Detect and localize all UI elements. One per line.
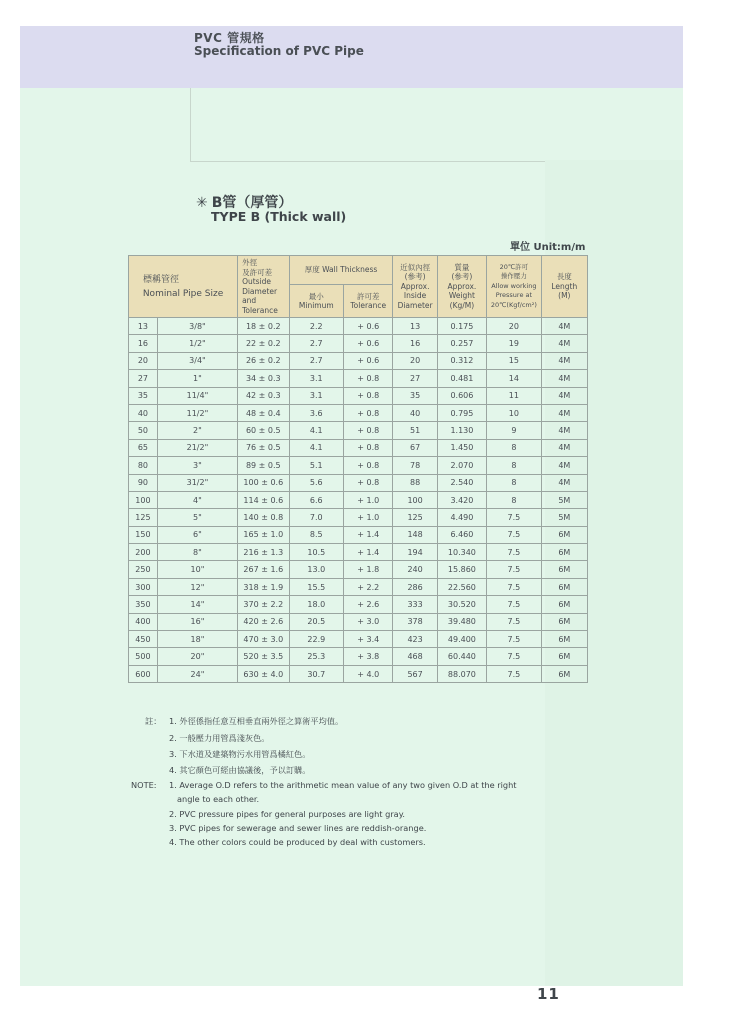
header-wall-thickness: 厚度 Wall Thickness: [289, 256, 393, 285]
table-cell: 7.5: [487, 561, 542, 578]
table-cell: 6.6: [289, 491, 344, 508]
table-cell: 6": [157, 526, 237, 543]
table-cell: 80: [129, 457, 158, 474]
table-cell: 88: [393, 474, 437, 491]
table-cell: 16: [129, 335, 158, 352]
table-cell: 30.7: [289, 665, 344, 682]
table-cell: 13.0: [289, 561, 344, 578]
table-row: [129, 422, 588, 439]
table-cell: 25.3: [289, 648, 344, 665]
table-cell: 40: [393, 404, 437, 421]
table-cell: 7.0: [289, 509, 344, 526]
table-cell: 4M: [541, 370, 587, 387]
table-cell: 50: [129, 422, 158, 439]
table-row: [129, 561, 588, 578]
table-cell: 200: [129, 544, 158, 561]
table-cell: + 1.4: [344, 526, 393, 543]
table-cell: 100: [393, 491, 437, 508]
table-cell: 3/8": [157, 318, 237, 335]
table-cell: 350: [129, 596, 158, 613]
table-cell: 468: [393, 648, 437, 665]
table-cell: 10.5: [289, 544, 344, 561]
table-cell: 6M: [541, 613, 587, 630]
table-cell: 3/4": [157, 352, 237, 369]
table-cell: 2": [157, 422, 237, 439]
table-cell: + 0.6: [344, 352, 393, 369]
table-cell: 7.5: [487, 613, 542, 630]
table-cell: 150: [129, 526, 158, 543]
note-zh-4: 4. 其它顏色可經由協議後，予以訂購。: [169, 765, 311, 775]
table-cell: 34 ± 0.3: [238, 370, 289, 387]
table-cell: 40: [129, 404, 158, 421]
table-cell: 3": [157, 457, 237, 474]
header-length: 長度 Length (M): [541, 256, 587, 318]
table-cell: 165 ± 1.0: [238, 526, 289, 543]
table-cell: 16: [393, 335, 437, 352]
table-cell: 8: [487, 474, 542, 491]
table-row: [129, 370, 588, 387]
table-cell: 7.5: [487, 596, 542, 613]
table-cell: 8: [487, 439, 542, 456]
table-cell: 4M: [541, 457, 587, 474]
table-cell: 20: [487, 318, 542, 335]
table-cell: + 2.6: [344, 596, 393, 613]
table-cell: 65: [129, 439, 158, 456]
notes-zh-label: 註：: [145, 716, 162, 726]
table-cell: 0.606: [437, 387, 486, 404]
table-cell: + 3.8: [344, 648, 393, 665]
table-cell: 4.1: [289, 422, 344, 439]
table-cell: + 3.0: [344, 613, 393, 630]
table-cell: + 0.8: [344, 457, 393, 474]
note-zh-1: 1. 外徑係指任意互相垂直兩外徑之算術平均值。: [169, 716, 344, 726]
table-cell: 3.420: [437, 491, 486, 508]
table-cell: 6M: [541, 544, 587, 561]
table-cell: 10": [157, 561, 237, 578]
header-title-zh: PVC 管規格: [194, 31, 265, 45]
table-cell: 3.1: [289, 387, 344, 404]
table-cell: 18 ± 0.2: [238, 318, 289, 335]
table-cell: 10: [487, 404, 542, 421]
table-cell: 318 ± 1.9: [238, 578, 289, 595]
table-cell: 0.312: [437, 352, 486, 369]
table-cell: 20.5: [289, 613, 344, 630]
table-cell: + 0.8: [344, 404, 393, 421]
note-zh-2: 2. 一般壓力用管爲淺灰色。: [169, 733, 270, 743]
note-en-1: 1. Average O.D refers to the arithmetic mean value of any two given O.D at the right: [169, 780, 517, 790]
table-row: [129, 631, 588, 648]
table-row: [129, 474, 588, 491]
table-cell: 240: [393, 561, 437, 578]
table-cell: 114 ± 0.6: [238, 491, 289, 508]
table-cell: 22 ± 0.2: [238, 335, 289, 352]
table-cell: 194: [393, 544, 437, 561]
table-cell: + 0.8: [344, 439, 393, 456]
table-cell: 2.7: [289, 335, 344, 352]
table-cell: 148: [393, 526, 437, 543]
table-cell: 470 ± 3.0: [238, 631, 289, 648]
table-row: [129, 526, 588, 543]
table-cell: 216 ± 1.3: [238, 544, 289, 561]
table-cell: 24": [157, 665, 237, 682]
table-cell: 18.0: [289, 596, 344, 613]
table-cell: 4M: [541, 474, 587, 491]
table-cell: 286: [393, 578, 437, 595]
header-wall-tol: 許可差 Tolerance: [344, 285, 393, 318]
table-cell: 4M: [541, 422, 587, 439]
table-cell: 100 ± 0.6: [238, 474, 289, 491]
table-cell: 89 ± 0.5: [238, 457, 289, 474]
table-row: [129, 578, 588, 595]
table-row: [129, 544, 588, 561]
table-cell: 7.5: [487, 544, 542, 561]
table-cell: + 1.8: [344, 561, 393, 578]
table-cell: + 4.0: [344, 665, 393, 682]
table-cell: 88.070: [437, 665, 486, 682]
table-cell: 6.460: [437, 526, 486, 543]
table-cell: 1.450: [437, 439, 486, 456]
table-cell: 6M: [541, 665, 587, 682]
table-cell: 8: [487, 457, 542, 474]
table-cell: 5": [157, 509, 237, 526]
table-cell: 31/2": [157, 474, 237, 491]
table-cell: 13: [393, 318, 437, 335]
table-cell: 6M: [541, 631, 587, 648]
table-cell: 5M: [541, 509, 587, 526]
table-cell: 76 ± 0.5: [238, 439, 289, 456]
table-cell: + 0.8: [344, 370, 393, 387]
table-cell: 6M: [541, 648, 587, 665]
asterisk-icon: ✳: [196, 195, 208, 211]
table-cell: 2.540: [437, 474, 486, 491]
table-cell: 6M: [541, 596, 587, 613]
table-cell: 140 ± 0.8: [238, 509, 289, 526]
table-cell: 8: [487, 491, 542, 508]
note-zh-3: 3. 下水道及建築物污水用管爲橘紅色。: [169, 749, 311, 759]
table-cell: 19: [487, 335, 542, 352]
table-row: [129, 439, 588, 456]
table-cell: 5.1: [289, 457, 344, 474]
table-cell: 35: [393, 387, 437, 404]
table-cell: 11/4": [157, 387, 237, 404]
note-en-3: 3. PVC pipes for sewerage and sewer lines are reddish-orange.: [169, 823, 427, 833]
table-cell: + 0.6: [344, 335, 393, 352]
table-cell: 400: [129, 613, 158, 630]
table-row: [129, 596, 588, 613]
table-row: [129, 352, 588, 369]
table-row: [129, 457, 588, 474]
header-od-zh: 外徑 及許可差: [242, 258, 273, 277]
table-cell: 6M: [541, 578, 587, 595]
table-cell: 4M: [541, 335, 587, 352]
table-cell: 48 ± 0.4: [238, 404, 289, 421]
header-outside-diameter: [238, 256, 289, 318]
table-row: [129, 665, 588, 682]
table-cell: 14: [487, 370, 542, 387]
table-cell: 4M: [541, 404, 587, 421]
header-pressure: 20℃許可 操作壓力 Allow working Pressure at 20℃(Kgf/cm²): [487, 256, 542, 318]
header-weight: 質量 (參考) Approx. Weight (Kg/M): [437, 256, 486, 318]
table-cell: 1.130: [437, 422, 486, 439]
header-nominal-en: Nominal Pipe Size: [142, 288, 224, 299]
table-cell: 27: [129, 370, 158, 387]
table-cell: 60.440: [437, 648, 486, 665]
table-cell: 11/2": [157, 404, 237, 421]
table-cell: 16": [157, 613, 237, 630]
table-cell: 5.6: [289, 474, 344, 491]
table-cell: 0.175: [437, 318, 486, 335]
table-row: [129, 335, 588, 352]
table-cell: 125: [393, 509, 437, 526]
table-cell: 630 ± 4.0: [238, 665, 289, 682]
table-cell: + 1.4: [344, 544, 393, 561]
table-cell: 4.1: [289, 439, 344, 456]
table-cell: 4M: [541, 352, 587, 369]
table-cell: 500: [129, 648, 158, 665]
table-cell: 100: [129, 491, 158, 508]
table-cell: 1/2": [157, 335, 237, 352]
table-cell: + 0.6: [344, 318, 393, 335]
notes-en-label: NOTE:: [131, 780, 157, 790]
table-cell: 27: [393, 370, 437, 387]
table-cell: 67: [393, 439, 437, 456]
table-cell: 7.5: [487, 526, 542, 543]
table-row: [129, 404, 588, 421]
table-cell: 11: [487, 387, 542, 404]
table-cell: + 1.0: [344, 491, 393, 508]
table-cell: 450: [129, 631, 158, 648]
table-cell: 5M: [541, 491, 587, 508]
table-cell: + 1.0: [344, 509, 393, 526]
table-cell: 7.5: [487, 648, 542, 665]
table-cell: 60 ± 0.5: [238, 422, 289, 439]
table-cell: 14": [157, 596, 237, 613]
table-cell: 15: [487, 352, 542, 369]
table-cell: 520 ± 3.5: [238, 648, 289, 665]
table-cell: 10.340: [437, 544, 486, 561]
table-cell: 0.481: [437, 370, 486, 387]
table-cell: 15.860: [437, 561, 486, 578]
table-cell: 6M: [541, 561, 587, 578]
table-cell: 78: [393, 457, 437, 474]
table-cell: 49.400: [437, 631, 486, 648]
note-en-1-cont: angle to each other.: [177, 794, 260, 804]
page-number: 11: [537, 985, 560, 1003]
table-row: [129, 387, 588, 404]
table-cell: 125: [129, 509, 158, 526]
spec-table: [128, 255, 588, 683]
table-cell: 51: [393, 422, 437, 439]
table-row: [129, 509, 588, 526]
header-inside-diameter: 近似內徑 (參考) Approx. Inside Diameter: [393, 256, 437, 318]
table-row: [129, 318, 588, 335]
section-title-en: TYPE B (Thick wall): [211, 209, 347, 224]
table-cell: 20": [157, 648, 237, 665]
table-cell: 7.5: [487, 509, 542, 526]
table-cell: 0.795: [437, 404, 486, 421]
table-cell: 4": [157, 491, 237, 508]
divider-vertical: [190, 88, 191, 162]
table-cell: 3.1: [289, 370, 344, 387]
table-cell: 35: [129, 387, 158, 404]
table-cell: 378: [393, 613, 437, 630]
table-cell: 267 ± 1.6: [238, 561, 289, 578]
table-cell: 20: [393, 352, 437, 369]
section-title-zh-text: B管（厚管）: [211, 195, 293, 211]
header-wall-min: 最小 Minimum: [289, 285, 344, 318]
table-cell: 18": [157, 631, 237, 648]
table-cell: 26 ± 0.2: [238, 352, 289, 369]
table-cell: 370 ± 2.2: [238, 596, 289, 613]
unit-label: 單位 Unit:m/m: [510, 242, 586, 253]
table-cell: 423: [393, 631, 437, 648]
table-cell: 0.257: [437, 335, 486, 352]
table-cell: 7.5: [487, 665, 542, 682]
table-cell: + 0.8: [344, 422, 393, 439]
table-cell: + 0.8: [344, 387, 393, 404]
table-cell: 1": [157, 370, 237, 387]
table-cell: + 0.8: [344, 474, 393, 491]
table-cell: 22.560: [437, 578, 486, 595]
table-row: [129, 491, 588, 508]
note-en-2: 2. PVC pressure pipes for general purposes are light gray.: [169, 809, 405, 819]
table-cell: 300: [129, 578, 158, 595]
table-cell: + 2.2: [344, 578, 393, 595]
table-cell: 42 ± 0.3: [238, 387, 289, 404]
table-cell: 2.070: [437, 457, 486, 474]
table-cell: 420 ± 2.6: [238, 613, 289, 630]
table-cell: 15.5: [289, 578, 344, 595]
table-cell: 90: [129, 474, 158, 491]
table-cell: 7.5: [487, 631, 542, 648]
table-cell: 4.490: [437, 509, 486, 526]
table-cell: 3.6: [289, 404, 344, 421]
table-row: [129, 613, 588, 630]
table-cell: + 3.4: [344, 631, 393, 648]
table-cell: 22.9: [289, 631, 344, 648]
table-cell: 567: [393, 665, 437, 682]
table-cell: 9: [487, 422, 542, 439]
table-cell: 2.7: [289, 352, 344, 369]
table-cell: 6M: [541, 526, 587, 543]
table-row: [129, 648, 588, 665]
table-cell: 7.5: [487, 578, 542, 595]
table-cell: 4M: [541, 387, 587, 404]
table-cell: 600: [129, 665, 158, 682]
table-cell: 2.2: [289, 318, 344, 335]
table-cell: 20: [129, 352, 158, 369]
table-cell: 4M: [541, 439, 587, 456]
table-cell: 13: [129, 318, 158, 335]
table-cell: 333: [393, 596, 437, 613]
header-nominal-zh: 標稱管徑: [143, 274, 180, 285]
table-cell: 4M: [541, 318, 587, 335]
table-cell: 30.520: [437, 596, 486, 613]
table-cell: 8": [157, 544, 237, 561]
header-title-en: Specification of PVC Pipe: [194, 44, 364, 58]
table-cell: 8.5: [289, 526, 344, 543]
note-en-4: 4. The other colors could be produced by deal with customers.: [169, 837, 426, 847]
table-cell: 39.480: [437, 613, 486, 630]
table-cell: 12": [157, 578, 237, 595]
table-cell: 21/2": [157, 439, 237, 456]
divider-horizontal: [190, 161, 545, 162]
table-cell: 250: [129, 561, 158, 578]
header-nominal-size: [129, 256, 238, 318]
header-od-en: Outside Diameter and Tolerance: [242, 277, 278, 315]
